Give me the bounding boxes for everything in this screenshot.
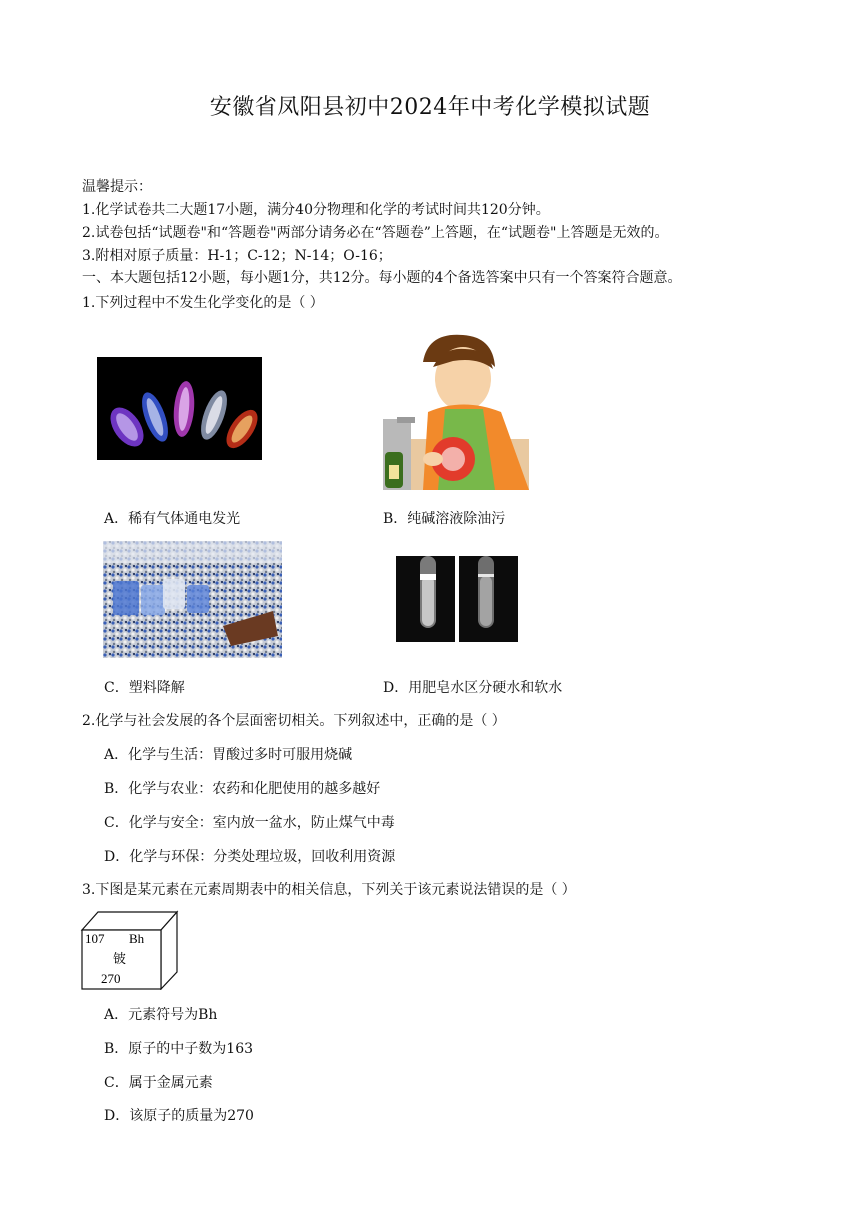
element-card xyxy=(80,910,180,990)
q3-option-c: C．属于金属元素 xyxy=(104,1075,213,1091)
question-2-stem: 2.化学与社会发展的各个层面密切相关。下列叙述中，正确的是（ ） xyxy=(82,713,506,729)
question-1-stem: 1.下列过程中不发生化学变化的是（ ） xyxy=(82,295,324,311)
tip-line: 1.化学试卷共二大题17小题，满分40分物理和化学的考试时间共120分钟。 xyxy=(82,202,550,218)
question-3-stem: 3.下图是某元素在元素周期表中的相关信息，下列关于该元素说法错误的是（ ） xyxy=(82,882,576,898)
tips-heading: 温馨提示： xyxy=(82,179,152,195)
element-mass: 270 xyxy=(101,971,121,986)
q1-option-a: A．稀有气体通电发光 xyxy=(104,511,241,527)
page-title: 安徽省凤阳县初中2024年中考化学模拟试题 xyxy=(209,95,651,120)
q3-option-d: D．该原子的质量为270 xyxy=(104,1108,254,1124)
q2-option-a: A．化学与生活：胃酸过多时可服用烧碱 xyxy=(104,747,353,763)
q3-option-b: B．原子的中子数为163 xyxy=(104,1041,254,1057)
tip-line: 2.试卷包括“试题卷"和“答题卷"两部分请务必在“答题卷”上答题，在“试题卷"上答题是无效的。 xyxy=(82,225,669,241)
q2-option-c: C．化学与安全：室内放一盆水，防止煤气中毒 xyxy=(104,815,395,831)
section-heading: 一、本大题包括12小题，每小题1分，共12分。每小题的4个备选答案中只有一个答案符合题意。 xyxy=(82,270,682,286)
q3-option-a: A．元素符号为Bh xyxy=(104,1007,218,1023)
q1-option-d: D．用肥皂水区分硬水和软水 xyxy=(383,680,563,696)
q2-option-d: D．化学与环保：分类处理垃圾，回收利用资源 xyxy=(104,849,396,865)
element-number: 107 xyxy=(85,931,105,946)
q1-option-c: C．塑料降解 xyxy=(104,680,185,696)
noble-gas-tubes-image xyxy=(97,357,262,460)
element-symbol: Bh xyxy=(129,931,145,946)
dishwashing-boy-image xyxy=(383,327,529,490)
tip-line: 3.附相对原子质量：H-1；C-12；N-14；O-16； xyxy=(82,248,392,264)
q2-option-b: B．化学与农业：农药和化肥使用的越多越好 xyxy=(104,781,381,797)
plastic-granules-image xyxy=(103,541,282,658)
test-tubes-image xyxy=(396,556,518,642)
element-name: 铍 xyxy=(113,951,127,966)
q1-option-b: B．纯碱溶液除油污 xyxy=(383,511,506,527)
